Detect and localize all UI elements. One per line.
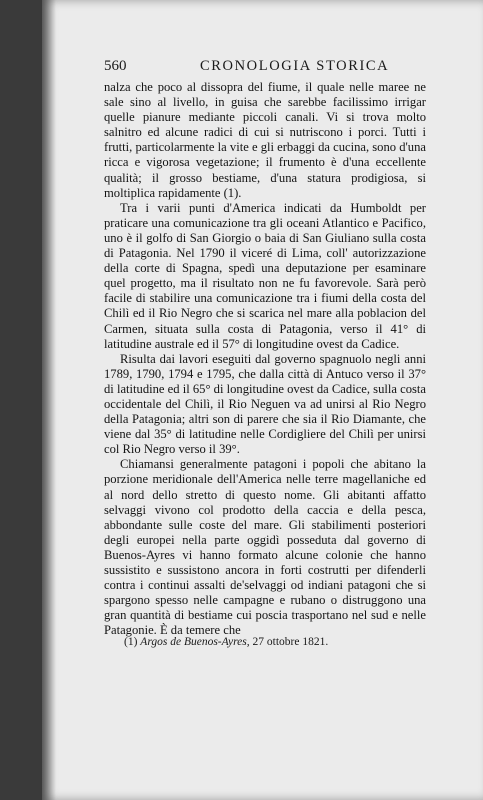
page-number: 560 <box>104 58 127 74</box>
footnote-marker: (1) <box>124 636 138 648</box>
paragraph-humboldt: Tra i varii punti d'America indicati da Humboldt per praticare una comunicazione tra gli oceani Atlantico e Pacifico, uno è il golfo di San Giorgio o baia di San Giuliano sulla costa di Patagonia. Nel 1790 il viceré di Lima, coll' autorizzazione della corte di Spagna, spedì una deputazione per esaminare quel progetto, ma il risultato non ne fu favorevole. Sarà però facile di stabilire una comunicazione tra i fiumi della costa del Chilì ed il Rio Negro che si scarica nel mare alla poblacion del Carmen, situata sulla costa di Patagonia, verso il 41° di latitudine australe ed il 57° di longitudine ovest da Cadice. <box>104 200 426 351</box>
running-title: CRONOLOGIA STORICA <box>200 58 390 74</box>
running-head <box>104 58 424 78</box>
paragraph-patagoni: Chiamansi generalmente patagoni i popoli che abitano la porzione meridionale dell'America nelle terre magellaniche ed al nord dello stretto di questo nome. Gli abitanti affatto selvaggi vivono col prodotto della caccia e della pesca, abbondante sulle coste del mare. Gli stabilimenti posteriori degli europei nella parte oggidì posseduta dal governo di Buenos-Ayres vi hanno formato alcune colonie che hanno sussistito e sussistono ancora in forti costrutti per difenderli contra i continui assalti de'selvaggi od indiani patagoni che si spargono spesso nelle campagne e rubano o distruggono una gran quantità di bestiame cui poscia trasportano nel sud e nelle Patagonie. È da temere che <box>104 457 426 638</box>
paragraph-survey: Risulta dai lavori eseguiti dal governo spagnuolo negli anni 1789, 1790, 1794 e 1795, che dalla città di Antuco verso il 37° di latitudine ed il 65° di longitudine ovest da Cadice, sulla costa occidentale del Chilì, il Rio Neguen va ad unirsi al Rio Negro della Patagonia; altri son di parere che sia il Rio Diamante, che viene dal 35° di latitudine nelle Cordigliere del Chilì per unirsi col Rio Negro verso il 39°. <box>104 351 426 457</box>
footnote <box>124 636 424 648</box>
body-text <box>104 80 426 638</box>
paragraph-continuation: nalza che poco al dissopra del fiume, il quale nelle maree ne sale sino al livello, in guisa che sarebbe facilissimo irrigar quelle pianure mediante piccoli canali. Vi si trova molto salnitro ed alcune radici di cui si nutriscono i porci. Tutti i frutti, particolarmente la vite e gli erbaggi da cucina, sono d'una ricca e vigorosa vegetazione; il frumento è d'una eccellente qualità; il grosso bestiame, d'una statura prodigiosa, si moltiplica rapidamente (1). <box>104 80 426 200</box>
footnote-source: Argos de Buenos-Ayres, <box>140 636 250 648</box>
footnote-date: 27 ottobre 1821. <box>252 636 329 648</box>
